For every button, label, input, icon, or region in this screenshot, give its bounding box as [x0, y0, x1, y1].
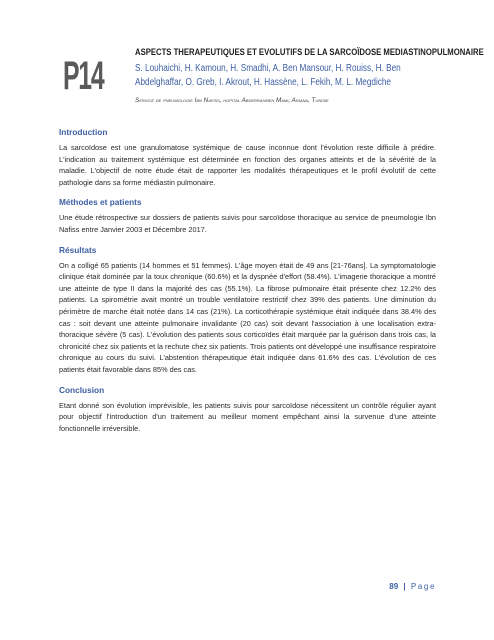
article-header — [63, 44, 484, 114]
section-title: Introduction — [59, 127, 108, 137]
title-block — [135, 44, 484, 105]
section-title: Conclusion — [59, 384, 105, 395]
section-methods — [59, 197, 436, 235]
section-introduction — [59, 127, 436, 188]
page-number: 89 — [389, 582, 399, 591]
section-text: Etant donné son évolution imprévisible, les patients suivis pour sarcoïdose nécessitent un contrôle régulier ayant pour objectif l'introduction d'un traitement au meilleur moment empêchant ainsi la survenue d'une atteinte fonctionnelle irréversible. — [59, 400, 436, 433]
section-conclusion — [59, 385, 436, 435]
footer-separator: | — [403, 582, 406, 591]
section-title: Méthodes et patients — [59, 197, 142, 208]
section-title: Résultats — [59, 244, 97, 255]
poster-id: P14 — [63, 54, 104, 98]
page-label: Page — [410, 582, 436, 591]
page-footer — [389, 582, 436, 591]
article-body — [59, 127, 436, 443]
section-results — [59, 245, 436, 376]
author-list: S. Louhaichi, H. Kamoun, H. Smadhi, A. Ben Mansour, H. Rouiss, H. Ben Abdelghaffar, O. Greb, I. Akrout, H. Hassène, L. Fekih, M. L. Megdiche — [135, 63, 401, 88]
section-text: La sarcoïdose est une granulomatose systémique de cause inconnue dont l'évolution reste difficile à prédire. L'indication au traitement systémique est déterminée en fonction des organes atteints et de la sévérité de la maladie. L'objectif de notre étude était de rapporter les modalités thérapeutiques et le profil évolutif de cette pathologie dans sa forme médiastin pulmonaire. — [59, 143, 436, 187]
section-text: On a colligé 65 patients (14 hommes et 51 femmes). L'âge moyen était de 49 ans [21-76ans]. La symptomatologie clinique était dominée par la toux chronique (60.6%) et la dyspnée d'effort (58.4%). L'imagerie thoracique a montré une atteinte de type II dans la majorité des cas (55.1%). La fibrose pulmonaire était présente chez 12.2% des patients. La spirométrie avait montré un trouble ventilatoire restrictif chez 39% des patients. Une diminution du périmètre de marche était notée dans 14 cas (21%). La corticothérapie systémique était indiquée dans 38.4% des cas : soit devant une atteinte pulmonaire invalidante (20 cas) soit devant l'association à une localisation extra-thoracique sévère (5 cas). L'évolution des patients sous corticoïdes était marquée par la guérison dans trois cas, la chronicité chez six patients et la rechute chez six patients. Trois patients ont développé une insuffisance respiratoire chronique au cours du suivi. L'abstention thérapeutique était indiquée dans 61.6% des cas. L'évolution de ces patients était favorable dans 85% des cas. — [59, 260, 436, 374]
article-title: ASPECTS THERAPEUTIQUES ET EVOLUTIFS DE LA SARCOÏDOSE MEDIASTINOPULMONAIRE — [135, 47, 484, 57]
affiliation: Service de pneumologie Ibn Nafiss, hopital Abderrahmen Mami, Ariana, Tunisie — [135, 97, 329, 104]
section-text: Une étude rétrospective sur dossiers de patients suivis pour sarcoïdose thoracique au service de pneumologie Ibn Nafiss entre Janvier 2003 et Décembre 2017. — [59, 213, 436, 234]
